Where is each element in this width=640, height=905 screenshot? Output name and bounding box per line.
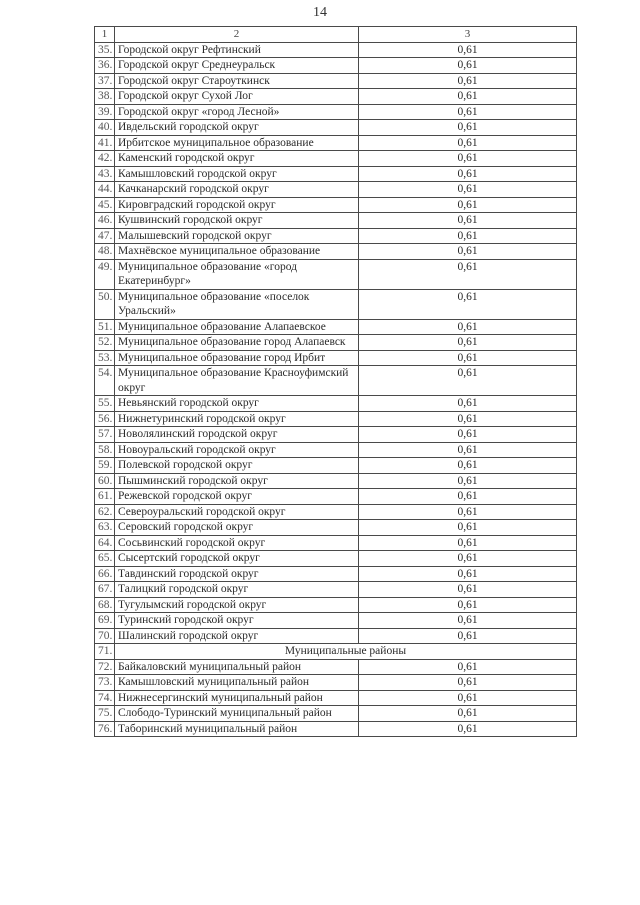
municipality-name: Ирбитское муниципальное образование (115, 135, 359, 151)
table-row (95, 213, 577, 229)
table-row (95, 366, 577, 396)
coefficient-value: 0,61 (359, 289, 577, 319)
coefficient-value: 0,61 (359, 613, 577, 629)
row-number: 48. (95, 244, 115, 260)
municipality-name: Махнёвское муниципальное образование (115, 244, 359, 260)
table-row (95, 120, 577, 136)
table-row (95, 319, 577, 335)
row-number: 50. (95, 289, 115, 319)
table-header-row (95, 27, 577, 43)
municipality-name: Новоуральский городской округ (115, 442, 359, 458)
coefficient-value: 0,61 (359, 706, 577, 722)
row-number: 38. (95, 89, 115, 105)
municipality-name: Муниципальное образование «поселок Уральский» (115, 289, 359, 319)
row-number: 59. (95, 458, 115, 474)
row-number: 51. (95, 319, 115, 335)
municipality-name: Североуральский городской округ (115, 504, 359, 520)
table-row (95, 582, 577, 598)
municipality-name: Режевской городской округ (115, 489, 359, 505)
table-row (95, 166, 577, 182)
table-row (95, 489, 577, 505)
row-number: 47. (95, 228, 115, 244)
row-number: 61. (95, 489, 115, 505)
municipality-name: Муниципальное образование Красноуфимский округ (115, 366, 359, 396)
row-number: 39. (95, 104, 115, 120)
row-number: 64. (95, 535, 115, 551)
coefficient-value: 0,61 (359, 396, 577, 412)
coefficient-value: 0,61 (359, 104, 577, 120)
row-number: 44. (95, 182, 115, 198)
table-row (95, 566, 577, 582)
row-number: 42. (95, 151, 115, 167)
table-row (95, 151, 577, 167)
table-row (95, 411, 577, 427)
municipality-name: Нижнесергинский муниципальный район (115, 690, 359, 706)
table-row (95, 442, 577, 458)
table-row (95, 350, 577, 366)
row-number: 76. (95, 721, 115, 737)
coefficient-value: 0,61 (359, 566, 577, 582)
row-number: 49. (95, 259, 115, 289)
row-number: 65. (95, 551, 115, 567)
coefficient-value: 0,61 (359, 335, 577, 351)
row-number: 63. (95, 520, 115, 536)
municipality-name: Качканарский городской округ (115, 182, 359, 198)
coefficient-value: 0,61 (359, 213, 577, 229)
coefficient-value: 0,61 (359, 721, 577, 737)
coefficient-value: 0,61 (359, 535, 577, 551)
coefficient-value: 0,61 (359, 551, 577, 567)
coefficient-value: 0,61 (359, 259, 577, 289)
municipality-name: Таборинский муниципальный район (115, 721, 359, 737)
table-row (95, 259, 577, 289)
table-row (95, 597, 577, 613)
row-number: 70. (95, 628, 115, 644)
row-number: 68. (95, 597, 115, 613)
municipality-name: Городской округ Сухой Лог (115, 89, 359, 105)
coefficient-value: 0,61 (359, 135, 577, 151)
municipality-name: Нижнетуринский городской округ (115, 411, 359, 427)
municipality-name: Городской округ «город Лесной» (115, 104, 359, 120)
coefficient-value: 0,61 (359, 628, 577, 644)
header-col-number: 1 (95, 27, 115, 43)
municipality-name: Тугулымский городской округ (115, 597, 359, 613)
coefficient-value: 0,61 (359, 182, 577, 198)
coefficient-value: 0,61 (359, 520, 577, 536)
row-number: 75. (95, 706, 115, 722)
municipality-name: Невьянский городской округ (115, 396, 359, 412)
header-col-value: 3 (359, 27, 577, 43)
coefficient-value: 0,61 (359, 319, 577, 335)
municipality-name: Муниципальное образование Алапаевское (115, 319, 359, 335)
municipality-name: Туринский городской округ (115, 613, 359, 629)
row-number: 69. (95, 613, 115, 629)
coefficient-value: 0,61 (359, 504, 577, 520)
coefficient-value: 0,61 (359, 151, 577, 167)
coefficient-value: 0,61 (359, 489, 577, 505)
table-row (95, 427, 577, 443)
row-number: 43. (95, 166, 115, 182)
coefficient-value: 0,61 (359, 427, 577, 443)
coefficient-value: 0,61 (359, 659, 577, 675)
table-row (95, 182, 577, 198)
municipality-name: Кушвинский городской округ (115, 213, 359, 229)
coefficient-value: 0,61 (359, 58, 577, 74)
table-row (95, 458, 577, 474)
municipality-name: Шалинский городской округ (115, 628, 359, 644)
municipality-name: Малышевский городской округ (115, 228, 359, 244)
row-number: 36. (95, 58, 115, 74)
row-number: 72. (95, 659, 115, 675)
coefficient-value: 0,61 (359, 350, 577, 366)
municipality-name: Сысертский городской округ (115, 551, 359, 567)
table-row (95, 289, 577, 319)
municipality-name: Городской округ Рефтинский (115, 42, 359, 58)
table-row (95, 135, 577, 151)
municipality-name: Серовский городской округ (115, 520, 359, 536)
row-number: 41. (95, 135, 115, 151)
row-number: 53. (95, 350, 115, 366)
table-row (95, 396, 577, 412)
row-number: 73. (95, 675, 115, 691)
row-number: 52. (95, 335, 115, 351)
document-table (94, 26, 577, 737)
row-number: 71. (95, 644, 115, 660)
coefficient-value: 0,61 (359, 166, 577, 182)
row-number: 40. (95, 120, 115, 136)
table-row (95, 706, 577, 722)
coefficient-value: 0,61 (359, 73, 577, 89)
table-row (95, 520, 577, 536)
coefficient-value: 0,61 (359, 120, 577, 136)
header-col-name: 2 (115, 27, 359, 43)
municipality-name: Байкаловский муниципальный район (115, 659, 359, 675)
section-title: Муниципальные районы (115, 644, 577, 660)
table-row (95, 675, 577, 691)
coefficient-value: 0,61 (359, 228, 577, 244)
municipality-name: Тавдинский городской округ (115, 566, 359, 582)
table-row (95, 535, 577, 551)
coefficient-value: 0,61 (359, 244, 577, 260)
municipality-name: Сосьвинский городской округ (115, 535, 359, 551)
municipality-name: Ивдельский городской округ (115, 120, 359, 136)
coefficient-value: 0,61 (359, 366, 577, 396)
coefficient-value: 0,61 (359, 89, 577, 105)
table-row (95, 89, 577, 105)
row-number: 35. (95, 42, 115, 58)
table-row (95, 504, 577, 520)
coefficient-value: 0,61 (359, 473, 577, 489)
municipality-name: Кировградский городской округ (115, 197, 359, 213)
row-number: 54. (95, 366, 115, 396)
municipality-name: Каменский городской округ (115, 151, 359, 167)
table-row (95, 690, 577, 706)
municipality-name: Талицкий городской округ (115, 582, 359, 598)
municipality-name: Камышловский муниципальный район (115, 675, 359, 691)
table-row (95, 42, 577, 58)
table-row (95, 104, 577, 120)
row-number: 58. (95, 442, 115, 458)
row-number: 62. (95, 504, 115, 520)
row-number: 46. (95, 213, 115, 229)
table-row (95, 551, 577, 567)
table-row (95, 228, 577, 244)
municipality-name: Камышловский городской округ (115, 166, 359, 182)
coefficient-value: 0,61 (359, 690, 577, 706)
table-row (95, 197, 577, 213)
coefficient-value: 0,61 (359, 675, 577, 691)
row-number: 66. (95, 566, 115, 582)
coefficient-value: 0,61 (359, 442, 577, 458)
table-row (95, 659, 577, 675)
table-row (95, 244, 577, 260)
row-number: 55. (95, 396, 115, 412)
coefficient-value: 0,61 (359, 582, 577, 598)
municipality-name: Пышминский городской округ (115, 473, 359, 489)
row-number: 57. (95, 427, 115, 443)
municipality-name: Городской округ Среднеуральск (115, 58, 359, 74)
row-number: 56. (95, 411, 115, 427)
coefficient-value: 0,61 (359, 597, 577, 613)
municipality-name: Городской округ Староуткинск (115, 73, 359, 89)
municipality-name: Новолялинский городской округ (115, 427, 359, 443)
page-number: 14 (313, 5, 327, 20)
coefficient-value: 0,61 (359, 197, 577, 213)
coefficient-value: 0,61 (359, 42, 577, 58)
municipality-name: Муниципальное образование «город Екатеринбург» (115, 259, 359, 289)
section-row (95, 644, 577, 660)
table-row (95, 58, 577, 74)
table-row (95, 73, 577, 89)
table-row (95, 721, 577, 737)
coefficient-value: 0,61 (359, 411, 577, 427)
municipality-name: Муниципальное образование город Ирбит (115, 350, 359, 366)
row-number: 37. (95, 73, 115, 89)
row-number: 67. (95, 582, 115, 598)
row-number: 74. (95, 690, 115, 706)
coefficient-value: 0,61 (359, 458, 577, 474)
table-row (95, 335, 577, 351)
table-row (95, 628, 577, 644)
table-row (95, 473, 577, 489)
row-number: 60. (95, 473, 115, 489)
municipality-name: Полевской городской округ (115, 458, 359, 474)
municipality-name: Муниципальное образование город Алапаевск (115, 335, 359, 351)
table-row (95, 613, 577, 629)
row-number: 45. (95, 197, 115, 213)
municipality-name: Слободо-Туринский муниципальный район (115, 706, 359, 722)
